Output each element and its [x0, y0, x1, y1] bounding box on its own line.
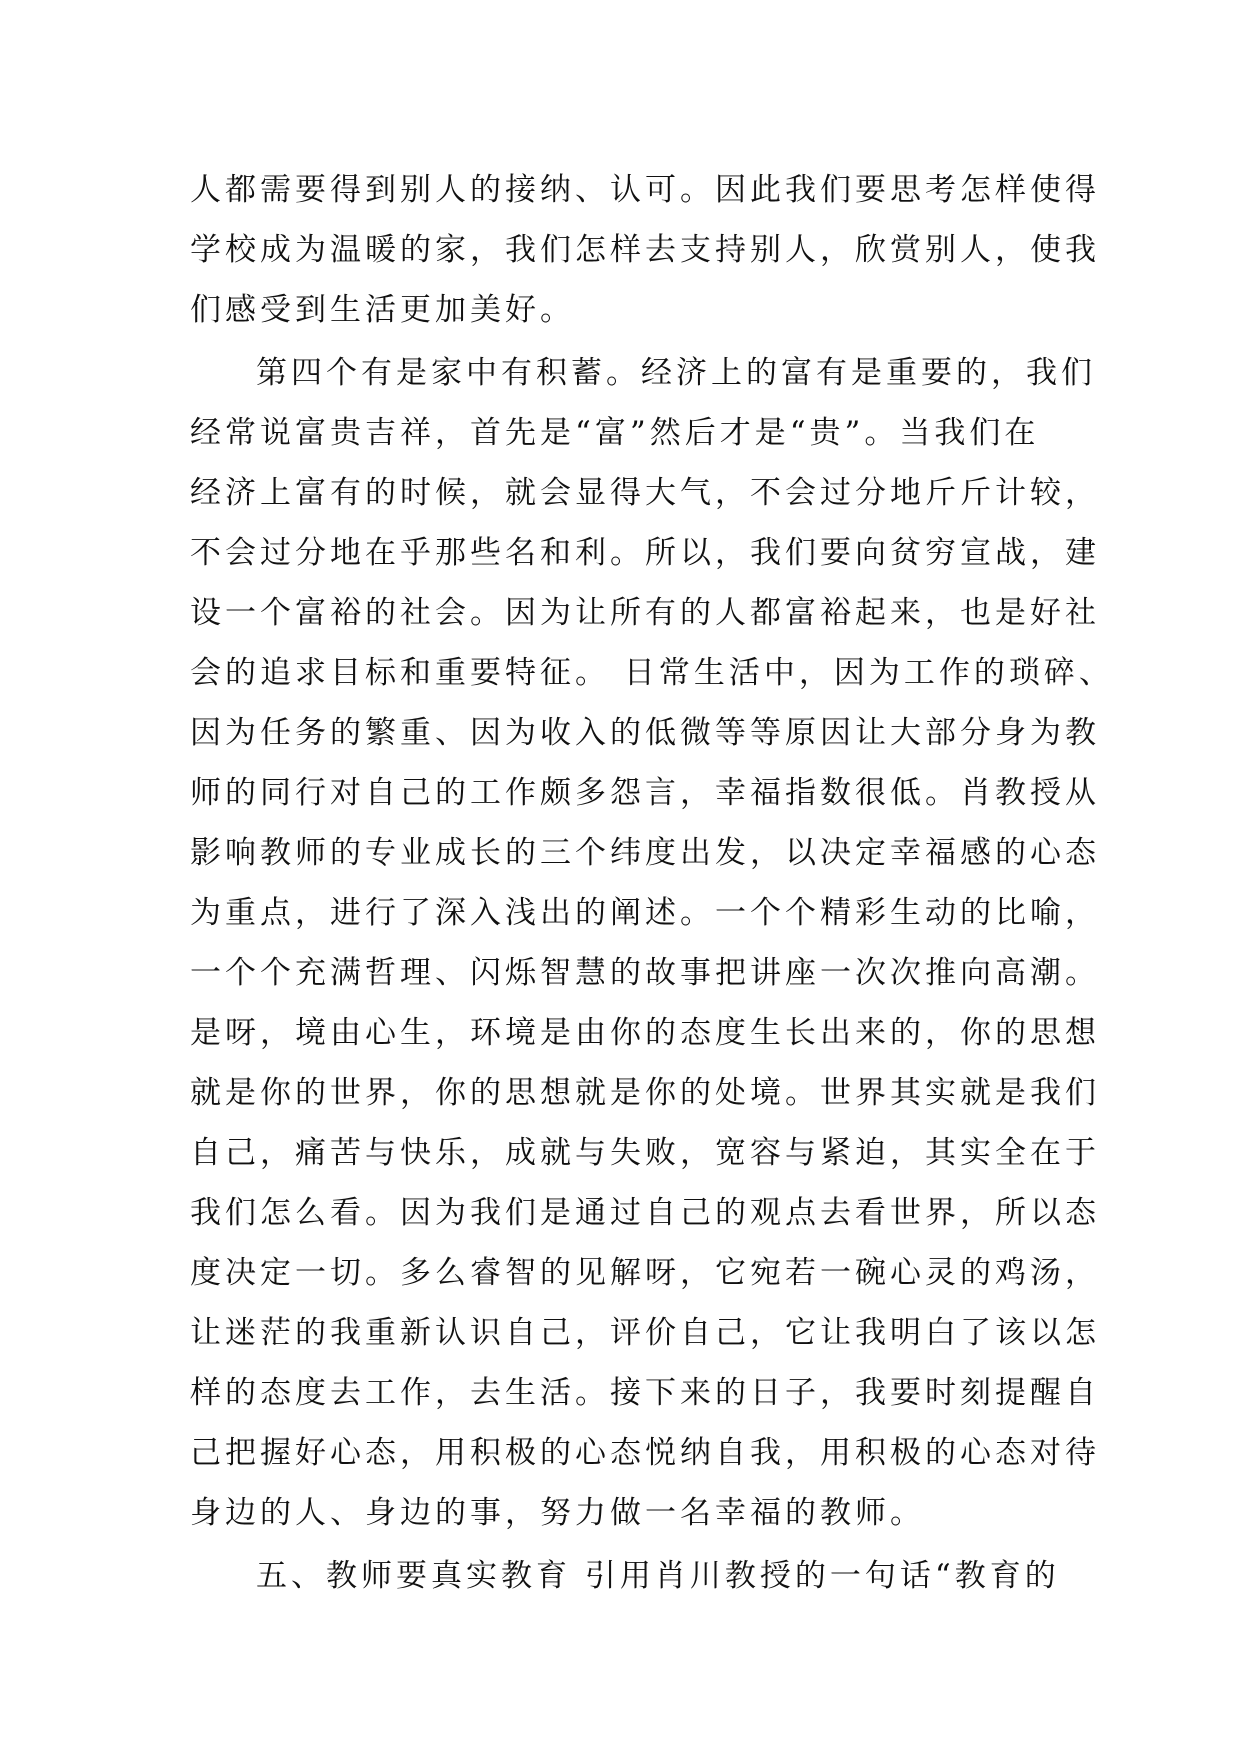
text-line: 学校成为温暖的家，我们怎样去支持别人，欣赏别人，使我 — [190, 232, 1100, 268]
text-line: 样的态度去工作，去生活。接下来的日子，我要时刻提醒自 — [190, 1375, 1100, 1411]
text-line: 为重点，进行了深入浅出的阐述。一个个精彩生动的比喻， — [190, 895, 1100, 931]
paragraph-first-line: 五、教师要真实教育 引用肖川教授的一句话“教育的 — [256, 1558, 1060, 1594]
text-line: 自己，痛苦与快乐，成就与失败，宽容与紧迫，其实全在于 — [190, 1135, 1100, 1171]
text-line: 让迷茫的我重新认识自己，评价自己，它让我明白了该以怎 — [190, 1315, 1100, 1351]
text-line: 设一个富裕的社会。因为让所有的人都富裕起来，也是好社 — [190, 595, 1100, 631]
text-line: 是呀，境由心生，环境是由你的态度生长出来的，你的思想 — [190, 1015, 1100, 1051]
text-line: 们感受到生活更加美好。 — [190, 292, 575, 328]
text-line: 影响教师的专业成长的三个纬度出发，以决定幸福感的心态 — [190, 835, 1100, 871]
document-body — [190, 160, 1114, 1606]
text-line: 身边的人、身边的事，努力做一名幸福的教师。 — [190, 1495, 925, 1531]
text-line: 己把握好心态，用积极的心态悦纳自我，用积极的心态对待 — [190, 1435, 1100, 1471]
text-line: 就是你的世界，你的思想就是你的处境。世界其实就是我们 — [190, 1075, 1100, 1111]
text-line: 我们怎么看。因为我们是通过自己的观点去看世界，所以态 — [190, 1195, 1100, 1231]
paragraph-first-line: 第四个有是家中有积蓄。经济上的富有是重要的，我们 — [256, 355, 1096, 391]
text-line: 经常说富贵吉祥，首先是“富”然后才是“贵”。当我们在 — [190, 415, 1040, 451]
text-line: 因为任务的繁重、因为收入的低微等等原因让大部分身为教 — [190, 715, 1100, 751]
text-line: 人都需要得到别人的接纳、认可。因此我们要思考怎样使得 — [190, 172, 1100, 208]
text-line: 经济上富有的时候，就会显得大气，不会过分地斤斤计较， — [190, 475, 1100, 511]
text-line: 度决定一切。多么睿智的见解呀，它宛若一碗心灵的鸡汤， — [190, 1255, 1100, 1291]
text-line: 不会过分地在乎那些名和利。所以，我们要向贫穷宣战，建 — [190, 535, 1100, 571]
text-line: 师的同行对自己的工作颇多怨言，幸福指数很低。肖教授从 — [190, 775, 1100, 811]
text-line: 会的追求目标和重要特征。 日常生活中，因为工作的琐碎、 — [190, 655, 1114, 691]
text-line: 一个个充满哲理、闪烁智慧的故事把讲座一次次推向高潮。 — [190, 955, 1100, 991]
